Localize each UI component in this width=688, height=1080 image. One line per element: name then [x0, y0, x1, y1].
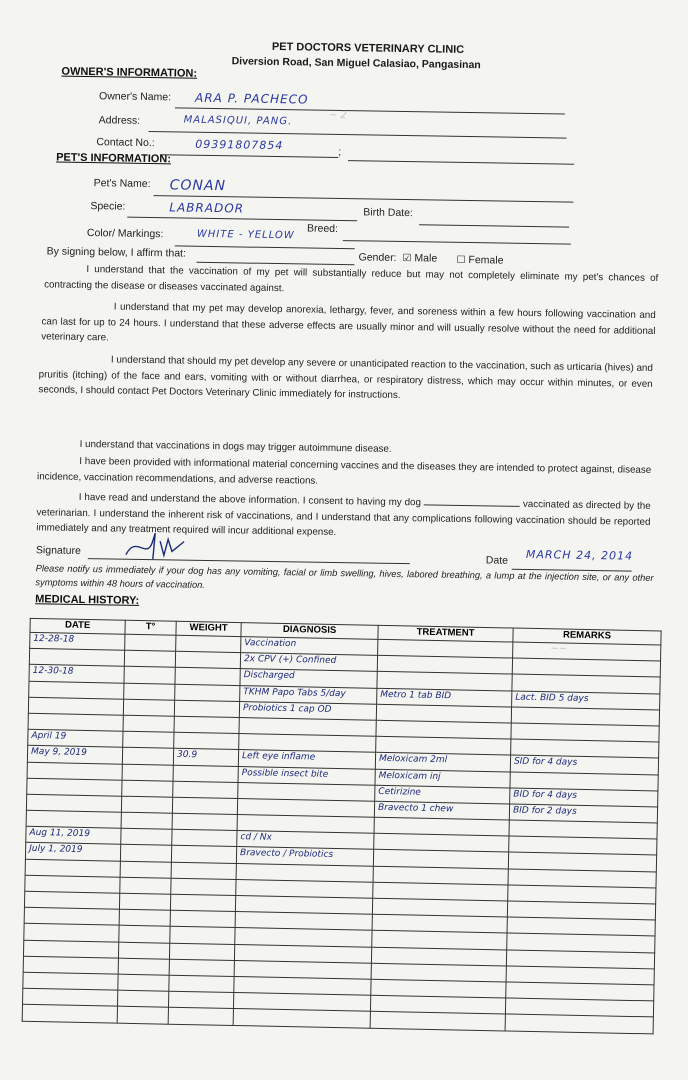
- breed-label: Breed:: [306, 222, 339, 235]
- table-cell-date: [29, 665, 124, 683]
- table-body: [22, 632, 661, 1033]
- table-cell-remarks: [505, 1014, 653, 1033]
- clinic-name: PET DOCTORS VETERINARY CLINIC: [271, 40, 465, 56]
- table-cell-date: [28, 713, 123, 731]
- cell-text: Metro 1 tab BID: [380, 689, 452, 701]
- clinic-address: Diversion Road, San Miguel Calasiao, Pangasinan: [231, 55, 481, 72]
- column-header: DATE: [30, 618, 125, 634]
- unchecked-box-icon: ☐: [456, 254, 466, 266]
- table-cell-temp: [122, 780, 173, 797]
- table-cell-weight: [168, 1007, 233, 1024]
- checked-box-icon: ☑: [402, 253, 412, 265]
- table-cell-weight: [172, 829, 237, 846]
- table-cell-temp: [123, 715, 174, 732]
- table-cell-temp: [118, 942, 169, 959]
- table-cell-date: [26, 827, 121, 845]
- table-cell-temp: [122, 748, 173, 765]
- bleed-through-mark: ~~: [550, 643, 568, 655]
- table-cell-date: [28, 729, 123, 747]
- table-cell-weight: [176, 635, 241, 652]
- table-cell-weight: [174, 700, 239, 717]
- table-cell-temp: [117, 990, 168, 1007]
- contact-value: 09391807854: [195, 137, 284, 153]
- table-cell-date: [22, 1005, 117, 1023]
- table-cell-temp: [123, 699, 174, 716]
- cell-text: BID for 4 days: [513, 789, 578, 801]
- gender-label: Gender:: [358, 251, 397, 264]
- table-cell-date: [27, 762, 122, 780]
- table-cell-temp: [120, 877, 171, 894]
- pet-name-label: Pet's Name:: [93, 177, 151, 191]
- date-label: Date: [485, 554, 509, 567]
- cell-text: Bravecto / Probiotics: [239, 848, 334, 861]
- table-cell-weight: [175, 684, 240, 701]
- table-cell-weight: [171, 878, 236, 895]
- dog-blank-line: [424, 495, 520, 507]
- table-cell-weight: [174, 732, 239, 749]
- table-cell-date: [29, 649, 124, 667]
- table-cell-date: [24, 924, 119, 942]
- table-cell-date: [23, 940, 118, 958]
- table-cell-weight: [170, 910, 235, 927]
- cell-text: Cetirizine: [378, 786, 421, 798]
- contact-line-2: [348, 146, 574, 165]
- table-cell-weight: [172, 813, 237, 830]
- table-cell-weight: [175, 668, 240, 685]
- cell-text: May 9, 2019: [30, 747, 87, 759]
- table-cell-temp: [121, 828, 172, 845]
- table-cell-weight: [171, 846, 236, 863]
- table-cell-temp: [124, 667, 175, 684]
- table-cell-weight: [172, 797, 237, 814]
- table-cell-weight: [175, 651, 240, 668]
- table-cell-weight: [173, 765, 238, 782]
- signature-label: Signature: [35, 544, 81, 557]
- table-cell-temp: [119, 893, 170, 910]
- owner-name-label: Owner's Name:: [98, 90, 172, 104]
- table-cell-date: [29, 681, 124, 699]
- table-cell-date: [23, 956, 118, 974]
- table-cell-date: [25, 875, 120, 893]
- specie-value: LABRADOR: [169, 200, 245, 216]
- specie-label: Specie:: [90, 200, 126, 213]
- table-cell-date: [26, 810, 121, 828]
- address-value: MALASIQUI, PANG.: [183, 114, 293, 128]
- cell-text: Vaccination: [244, 638, 297, 650]
- color-line-2: [196, 248, 354, 265]
- table-cell-date: [24, 907, 119, 925]
- notice-text: Please notify us immediately if your dog has any vomiting, facial or limb swelling, hives, labored breathing, a lump at the injection site, or any other symptoms within 48 hours of vaccination.: [35, 563, 654, 590]
- cell-text: Lact. BID 5 days: [515, 692, 589, 704]
- consent-p6-start: I have read and understand the above information. I consent to having my dog: [78, 491, 422, 509]
- owner-section-title: OWNER'S INFORMATION:: [61, 65, 198, 80]
- table-cell-temp: [119, 926, 170, 943]
- table-cell-weight: [169, 943, 234, 960]
- table-cell-date: [25, 843, 120, 861]
- column-header: TREATMENT: [378, 625, 513, 642]
- color-label: Color/ Markings:: [86, 227, 164, 241]
- cell-text: July 1, 2019: [29, 844, 83, 856]
- cell-text: 30.9: [176, 750, 198, 761]
- consent-paragraph-1: I understand that the vaccination of my pet will substantially reduce but may not completely eliminate my pet's chances of contracting the disease or diseases vaccinated against.: [44, 264, 659, 294]
- table-cell-weight: [169, 959, 234, 976]
- female-label: Female: [468, 254, 504, 267]
- cell-text: Probiotics 1 cap OD: [242, 702, 332, 715]
- table-cell-treatment: [370, 1012, 505, 1031]
- contact-separator: ;: [338, 145, 342, 159]
- cell-text: TKHM Papo Tabs 5/day: [243, 686, 346, 699]
- gender-male-option[interactable]: [402, 252, 437, 265]
- table-cell-date: [30, 632, 125, 650]
- table-cell-temp: [118, 958, 169, 975]
- cell-text: 12-28-18: [33, 633, 75, 645]
- birth-date-label: Birth Date:: [363, 206, 413, 220]
- table-cell-temp: [117, 1006, 168, 1023]
- address-label: Address:: [98, 114, 141, 127]
- consent-intro: By signing below, I affirm that:: [46, 245, 187, 260]
- column-header: WEIGHT: [176, 621, 241, 636]
- table-cell-date: [23, 972, 118, 990]
- cell-text: 12-30-18: [32, 666, 74, 678]
- cell-text: Bravecto 1 chew: [377, 802, 454, 815]
- table-cell-temp: [121, 796, 172, 813]
- breed-line: [343, 226, 571, 245]
- cell-text: 2x CPV (+) Confined: [243, 654, 337, 667]
- table-cell-date: [27, 746, 122, 764]
- table-cell-weight: [168, 991, 233, 1008]
- date-value: MARCH 24, 2014: [525, 547, 634, 563]
- cell-text: Discharged: [243, 670, 295, 682]
- table-cell-temp: [121, 812, 172, 829]
- table-cell-weight: [170, 894, 235, 911]
- male-label: Male: [414, 252, 438, 265]
- table-cell-temp: [125, 634, 176, 651]
- pet-section-title: PET'S INFORMATION:: [56, 151, 172, 166]
- cell-text: SID for 4 days: [513, 756, 578, 769]
- table-cell-weight: [173, 749, 238, 766]
- signature-scribble: [122, 529, 193, 564]
- consent-paragraph-2: I understand that my pet may develop anorexia, lethargy, fever, and soreness within a few hours following vaccination and can last for up to 24 hours. I understand that these adverse effects are usually minor and will usually resolve without the need for additional veterinary care.: [41, 301, 656, 344]
- table-cell-temp: [124, 683, 175, 700]
- table-cell-temp: [120, 861, 171, 878]
- table-cell-weight: [173, 781, 238, 798]
- bleed-through-mark: ~ 2: [328, 109, 347, 122]
- column-header: DIAGNOSIS: [241, 623, 378, 640]
- table-cell-date: [28, 697, 123, 715]
- table-cell-temp: [118, 974, 169, 991]
- color-value: WHITE - YELLOW: [196, 228, 295, 242]
- medical-history-title: MEDICAL HISTORY:: [35, 593, 140, 607]
- gender-female-option[interactable]: [456, 254, 503, 267]
- birth-date-line: [419, 210, 569, 227]
- table-cell-temp: [124, 650, 175, 667]
- consent-paragraph-3: I understand that should my pet develop any severe or unanticipated reaction to the vaccination, such as urticaria (hives) and pruritis (itching) of the face and ears, vomiting with or without diarrhea, or respiratory distress, which may occur within minutes, or even seconds, I should contact Pet Doctors Veterinary Clinic immediately for instructions.: [38, 354, 653, 401]
- cell-text: Meloxicam 2ml: [378, 754, 448, 766]
- table-cell-weight: [169, 975, 234, 992]
- cell-text: BID for 2 days: [512, 805, 577, 817]
- cell-text: Possible insect bite: [241, 767, 329, 780]
- table-cell-date: [23, 988, 118, 1006]
- medical-history-table: [22, 618, 662, 1034]
- owner-name-value: ARA P. PACHECO: [194, 90, 309, 107]
- cell-text: cd / Nx: [240, 832, 272, 843]
- table-cell-date: [24, 891, 119, 909]
- column-header: T°: [125, 620, 176, 635]
- consent-p6-end: vaccinated as directed by the veterinarian. I understand the inherent risk of vaccinations, and I understand that any complications following vaccination should be reported immediately and any treatment required will incur additional expense.: [36, 498, 651, 539]
- consent-paragraph-4: I understand that vaccinations in dogs may trigger autoimmune disease.: [79, 438, 392, 455]
- table-cell-temp: [123, 731, 174, 748]
- table-cell-weight: [171, 862, 236, 879]
- consent-paragraph-5: I have been provided with informational material concerning vaccines and the diseases they are intended to protect against, disease incidence, vaccination recommendations, and adverse reactions.: [37, 455, 652, 487]
- pet-name-value: CONAN: [169, 177, 227, 195]
- table-cell-date: [26, 794, 121, 812]
- table-cell-temp: [120, 845, 171, 862]
- contact-label: Contact No.:: [96, 136, 155, 150]
- table-cell-temp: [119, 909, 170, 926]
- cell-text: Aug 11, 2019: [29, 828, 91, 840]
- table-cell-diagnosis: [233, 1009, 370, 1028]
- cell-text: Meloxicam inj: [378, 770, 441, 782]
- cell-text: Left eye inflame: [241, 751, 316, 763]
- table-cell-weight: [174, 716, 239, 733]
- table-cell-date: [27, 778, 122, 796]
- column-header: REMARKS: [513, 628, 661, 645]
- table-cell-temp: [122, 764, 173, 781]
- cell-text: April 19: [31, 731, 67, 742]
- table-cell-date: [25, 859, 120, 877]
- table-cell-weight: [170, 927, 235, 944]
